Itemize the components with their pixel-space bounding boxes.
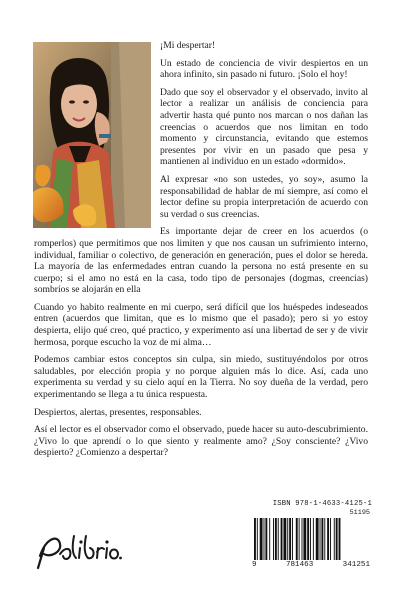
synopsis-paragraph: Es importante dejar de creer en los acuerdos (o romperlos) que permitimos que nos limiten y que nos causan un sufrimiento interno, individual, familiar o colectivo, de generación en generación, pues el dolor se hereda. La mayoría de las enfermedades entran cuando la persona no está presente en su cuerpo; si el amo no está en la casa, todo tipo de personajes (dogmas, creencias) sombríos se alojarán en ella <box>34 226 368 296</box>
barcode-bar <box>302 518 303 560</box>
barcode-digits <box>252 561 370 569</box>
barcode-bar <box>283 518 286 560</box>
barcode-bar <box>327 518 329 560</box>
synopsis-paragraph: Así el lector es el observador como el observado, puede hacer su auto-descubrimiento. ¿Vivo lo que aprendí o lo que siento y realmente amo? ¿Soy consciente? ¿Vivo despierto? ¿Comienzo a despertar? <box>34 424 368 459</box>
synopsis-paragraph: Un estado de conciencia de vivir despiertos en un ahora infinito, sin pasado ni futuro. ¡Solo el hoy! <box>160 57 368 81</box>
barcode-bar <box>278 518 279 560</box>
photo-wrap-space <box>34 40 160 232</box>
synopsis-paragraph: Al expresar «no son ustedes, yo soy», asumo la responsabilidad de hablar de mí siempre, así como el lector define su propia interpretación de acuerdo con su verdad o sus creencias. <box>160 173 368 220</box>
barcode-bar <box>275 518 277 560</box>
barcode-bar <box>310 518 311 560</box>
isbn-label: ISBN 978-1-4633-4125-1 <box>272 500 372 508</box>
barcode-bar <box>334 518 335 560</box>
barcode-digits-right: 341251 <box>342 561 370 569</box>
barcode-block <box>252 500 372 572</box>
barcode-bar <box>324 518 325 560</box>
barcode-bar <box>289 518 291 560</box>
synopsis-paragraph: Podemos cambiar estos conceptos sin culpa, sin miedo, sustituyéndolos por otros saludables, por elección propia y no porque alguien más lo dice. Así, cada uno experimenta su verdad y su cielo aquí en la Tierra. No soy dueña de la verdad, pero experimentando se llega a tu única respuesta. <box>34 354 368 401</box>
barcode-bar <box>339 518 341 560</box>
barcode-icon <box>252 518 370 560</box>
barcode-bar <box>321 518 323 560</box>
barcode-bar <box>269 518 270 560</box>
publisher-logo <box>36 530 122 570</box>
synopsis-paragraph: Despiertos, alertas, presentes, responsables. <box>34 406 202 418</box>
barcode-bar <box>264 518 265 560</box>
barcode-bar <box>320 518 321 560</box>
barcode-bar <box>316 518 319 560</box>
barcode-bar <box>336 518 338 560</box>
barcode-bar <box>287 518 288 560</box>
price-code: 51195 <box>349 509 370 517</box>
barcode-bar <box>265 518 267 560</box>
barcode-bar <box>307 518 309 560</box>
barcode-bar <box>257 518 258 560</box>
barcode-bar <box>254 518 256 560</box>
barcode-bar <box>313 518 314 560</box>
synopsis-text <box>34 40 368 465</box>
barcode-bar <box>273 518 274 560</box>
barcode-bar <box>281 518 283 560</box>
synopsis-paragraph: Cuando yo habito realmente en mi cuerpo, será difícil que los huéspedes indeseados entren (acuerdos que limitan, que es lo mismo que el pasado); pero si yo estoy despierta, elijo qué creo, qué practico, y experimento así una libertad de ser y de vivir hermosa, porque escucho la voz de mi alma… <box>34 301 368 348</box>
barcode-bar <box>303 518 306 560</box>
barcode-bar <box>260 518 263 560</box>
barcode-bar <box>330 518 331 560</box>
synopsis-paragraph: Dado que soy el observador y el observado, invito al lector a realizar un análisis de conciencia para advertir hasta qué punto nos marcan o nos dañan las creencias o acuerdos que nos limitan en todo momento y circunstancia, evitando que estemos presentes por vivir en un pasado que pesa y mantienen al individuo en un estado «dormido». <box>160 86 368 168</box>
barcode-digit-first: 9 <box>252 561 257 569</box>
barcode-digits-left: 781463 <box>285 561 314 569</box>
barcode-bar <box>299 518 300 560</box>
barcode-bar <box>292 518 293 560</box>
barcode-bar <box>296 518 298 560</box>
synopsis-title: ¡Mi despertar! <box>160 40 216 51</box>
